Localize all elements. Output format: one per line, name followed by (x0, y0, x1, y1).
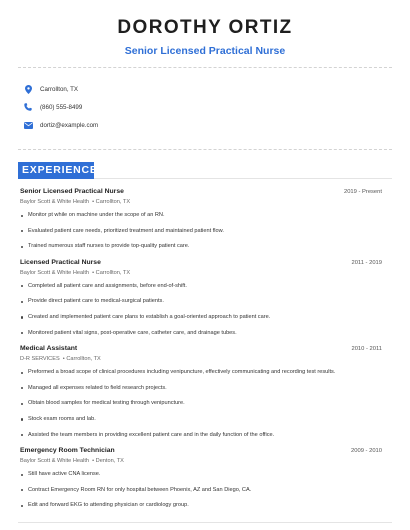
job-bullet: Contract Emergency Room RN for only hospital between Phoenix, AZ and San Diego, CA. (20, 487, 382, 503)
job-bullet: Obtain blood samples for medical testing through venipuncture. (20, 400, 382, 416)
email-text: dortiz@example.com (40, 121, 99, 129)
candidate-name: DOROTHY ORTIZ (117, 17, 293, 38)
job-bullets (20, 369, 382, 447)
job-bullet: Provide direct patient care to medical-surgical patients. (20, 298, 382, 314)
job-title: Emergency Room Technician (20, 447, 115, 455)
header-divider (18, 67, 392, 68)
job-company: D-R SERVICES (20, 356, 60, 363)
job-bullets (20, 212, 382, 259)
job-bullet: Still have active CNA license. (20, 471, 382, 487)
contact-block (23, 80, 98, 134)
job-company-line: Baylor Scott & White Health • Carrollton, TX (20, 269, 131, 276)
experience-list (20, 188, 382, 518)
job-entry (20, 345, 382, 447)
job-company: Baylor Scott & White Health (20, 458, 90, 465)
job-title: Medical Assistant (20, 345, 78, 353)
job-bullet: Preformed a broad scope of clinical procedures including venipuncture, effectively communicating and recording test results. (20, 369, 382, 385)
job-title: Senior Licensed Practical Nurse (20, 188, 124, 195)
job-dates: 2019 - Present (343, 189, 382, 195)
job-company-line: Baylor Scott & White Health • Carrollton, TX (20, 199, 131, 205)
job-location: Denton, TX (95, 458, 124, 465)
job-entry (20, 188, 382, 259)
job-bullet: Evaluated patient care needs, prioritized treatment and maintained patient flow. (20, 228, 382, 244)
job-dates: 2010 - 2011 (351, 346, 382, 353)
job-location: Carrollton, TX (66, 356, 101, 363)
location-text: Carrollton, TX (40, 85, 79, 93)
job-bullet: Completed all patient care and assignments, before end-of-shift. (20, 283, 382, 299)
job-bullet: Monitor pt while on machine under the scope of an RN. (20, 212, 382, 228)
job-location: Carrollton, TX (95, 199, 131, 205)
envelope-icon (23, 120, 33, 130)
job-bullet: Created and implemented patient care plans to establish a goal-oriented approach to patient care. (20, 314, 382, 330)
phone-text: (860) 555-8499 (40, 103, 83, 111)
job-header (20, 259, 382, 269)
job-company-line: Baylor Scott & White Health • Denton, TX (20, 458, 124, 465)
job-bullet: Assisted the team members in providing excellent patient care and in the daily function of the office. (20, 432, 382, 448)
phone-icon (23, 102, 33, 112)
contact-phone (23, 98, 98, 116)
job-header (20, 188, 382, 198)
job-bullet: Trained numerous staff nurses to provide top-quality patient care. (20, 243, 382, 259)
job-bullets (20, 471, 382, 518)
location-pin-icon (23, 84, 33, 94)
contact-email (23, 116, 98, 134)
experience-heading-label: EXPERIENCE (22, 164, 98, 176)
job-title: Licensed Practical Nurse (20, 258, 101, 266)
job-bullets (20, 283, 382, 345)
job-company: Baylor Scott & White Health (20, 269, 90, 276)
resume-header (0, 0, 410, 57)
job-header (20, 345, 382, 355)
contact-divider (18, 149, 392, 150)
job-dates: 2009 - 2010 (351, 448, 382, 455)
job-entry (20, 259, 382, 345)
job-entry (20, 447, 382, 518)
job-bullet: Monitored patient vital signs, post-operative care, catheter care, and drainage tubes. (20, 330, 382, 346)
job-dates: 2011 - 2019 (351, 259, 382, 266)
job-location: Carrollton, TX (95, 269, 131, 276)
job-header (20, 447, 382, 457)
job-bullet: Stock exam rooms and lab. (20, 416, 382, 432)
job-bullet: Managed all expenses related to field research projects. (20, 385, 382, 401)
candidate-title: Senior Licensed Practical Nurse (124, 45, 286, 57)
section-rule (94, 178, 392, 179)
job-company: Baylor Scott & White Health (20, 199, 90, 205)
job-company-line: D-R SERVICES • Carrollton, TX (20, 356, 101, 363)
experience-heading (18, 162, 98, 179)
contact-location (23, 80, 98, 98)
job-bullet: Edit and forward EKG to attending physician or cardiology group. (20, 502, 382, 518)
bottom-rule (18, 522, 392, 523)
